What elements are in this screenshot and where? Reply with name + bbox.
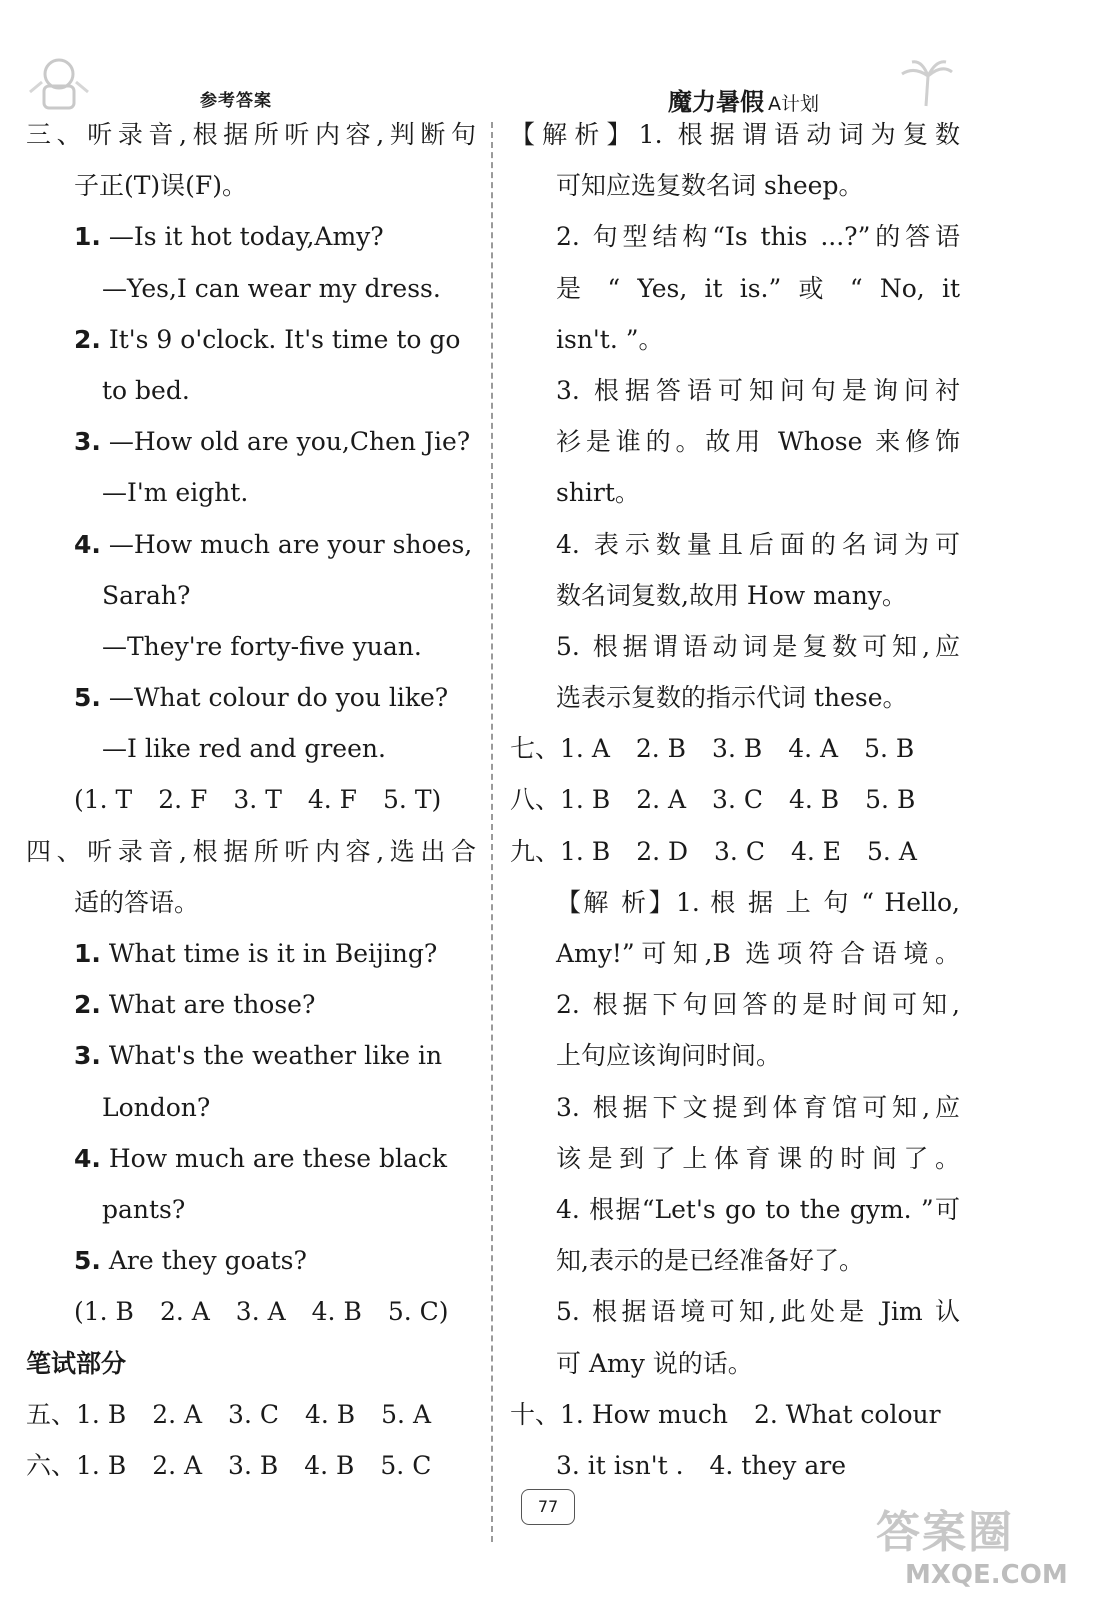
answer: 5. C) (387, 1297, 449, 1327)
answer: 2. F (158, 785, 208, 815)
section-10-answers-line2 (510, 1440, 960, 1491)
watermark-domain: MXQE.COM (905, 1560, 1068, 1590)
cartoon-mascot-icon (24, 52, 94, 114)
analysis-line: 3. 根据答语可知问句是询问衬 (556, 375, 960, 405)
item-number: 3. (74, 427, 101, 457)
list-item (26, 519, 476, 570)
answer: (1. T (74, 785, 133, 815)
answer: 3. T (233, 785, 282, 815)
item-text-continued: —I'm eight. (102, 478, 249, 508)
answer: 3. C (712, 785, 763, 815)
item-number: 2. (74, 990, 101, 1020)
item-text: It's 9 o'clock. It's time to go (108, 324, 461, 354)
list-item (26, 1235, 476, 1286)
analysis-line: 可 Amy 说的话。 (556, 1348, 753, 1378)
item-text: —What colour do you like? (108, 683, 449, 713)
item-text-continued: Sarah? (102, 580, 191, 610)
item-text: Are they goats? (108, 1246, 307, 1276)
answer: 4. A (788, 734, 839, 764)
item-text-continued: to bed. (102, 375, 190, 405)
palm-tree-icon (896, 58, 956, 108)
answer: 4. B (311, 1297, 362, 1327)
answer: 5. B (864, 734, 915, 764)
list-item (26, 928, 476, 979)
item-number: 1. (74, 939, 101, 968)
answer: 1. B (560, 836, 611, 866)
section-prefix: 九、 (510, 836, 561, 866)
analysis-line: 是 “ Yes, it is.” 或 “ No, it (556, 273, 960, 303)
answer: 1. B (76, 1450, 127, 1480)
answer: 4. they are (709, 1450, 846, 1480)
section-9-answers (510, 826, 960, 877)
item-text: How much are these black (108, 1143, 448, 1173)
section-3-answers (26, 774, 476, 825)
analysis-line: 4. 表示数量且后面的名词为可 (556, 529, 960, 559)
analysis-line: 4. 根据“Let's go to the gym. ”可 (556, 1194, 960, 1224)
analysis-line: 3. 根据下文提到体育馆可知,应 (556, 1092, 960, 1122)
answer: 2. A (159, 1297, 210, 1327)
left-column (26, 109, 476, 1491)
section-4-answers (26, 1286, 476, 1337)
section-3-title-line1: 三、听录音,根据所听内容,判断句 (26, 120, 476, 149)
item-text: What are those? (108, 990, 316, 1020)
section-4-title-line1: 四、听录音,根据所听内容,选出合 (26, 836, 476, 866)
item-number: 2. (74, 324, 101, 354)
answer: 2. A (152, 1450, 203, 1480)
section-prefix: 六、 (26, 1450, 77, 1480)
answer: 1. B (560, 785, 611, 815)
section-3-title-line2: 子正(T)误(F)。 (74, 171, 248, 201)
watermark-logo: 答案圈 (876, 1507, 1014, 1558)
answer: 3. it isn't . (556, 1450, 684, 1480)
item-text: —Is it hot today,Amy? (108, 222, 384, 252)
analysis-line: 【解析】1. 根据谓语动词为复数 (510, 120, 960, 149)
item-text-continued: pants? (102, 1194, 186, 1224)
answer: 1. B (76, 1399, 127, 1429)
answer: 4. B (788, 785, 840, 815)
section-prefix: 十、 (510, 1399, 561, 1429)
list-item (26, 979, 476, 1030)
answer: 3. C (714, 836, 765, 866)
item-text: What time is it in Beijing? (108, 939, 438, 968)
analysis-line: 2. 句型结构“Is this ...?”的答语 (556, 222, 960, 252)
item-number: 5. (74, 1246, 101, 1276)
answer: 5. T) (383, 785, 442, 815)
answer: 5. A (381, 1399, 432, 1429)
list-item (26, 1133, 476, 1184)
analysis-line: 5. 根据谓语动词是复数可知,应 (556, 631, 960, 661)
answer: 1. How much (560, 1399, 728, 1429)
item-number: 1. (74, 222, 101, 252)
analysis-line: 可知应选复数名词 sheep。 (556, 171, 864, 201)
answer: 3. B (712, 734, 763, 764)
analysis-line: 选表示复数的指示代词 these。 (556, 683, 908, 713)
analysis-line: 衫是谁的。故用 Whose 来修饰 (556, 427, 960, 457)
answer: 2. D (636, 836, 689, 866)
column-divider (491, 122, 493, 1542)
item-number: 4. (74, 529, 101, 559)
right-column (510, 109, 960, 1491)
written-part-title: 笔试部分 (26, 1348, 127, 1378)
section-6-answers (26, 1440, 476, 1491)
list-item (26, 211, 476, 262)
answer: 3. A (235, 1297, 286, 1327)
list-item (26, 314, 476, 365)
item-text: —How much are your shoes, (108, 529, 473, 559)
analysis-line: 知,表示的是已经准备好了。 (556, 1246, 864, 1276)
section-5-answers (26, 1389, 476, 1440)
analysis-line: 数名词复数,故用 How many。 (556, 580, 907, 610)
analysis-line: 2. 根据下句回答的是时间可知, (556, 990, 960, 1020)
list-item (26, 416, 476, 467)
book-series-tag: A计划 (768, 93, 819, 115)
answer: 5. B (865, 785, 916, 815)
analysis-line: 上句应该询问时间。 (556, 1041, 782, 1071)
analysis-line: Amy!”可知,B 选项符合语境。 (556, 939, 960, 968)
section-prefix: 八、 (510, 785, 561, 815)
item-text: —How old are you,Chen Jie? (108, 427, 471, 457)
answer: 5. A (867, 836, 917, 866)
answer: 4. E (790, 836, 842, 866)
header-left-title: 参考答案 (200, 91, 272, 111)
analysis-line: shirt。 (556, 478, 640, 508)
section-7-answers (510, 723, 960, 774)
answer: 4. F (307, 785, 358, 815)
answer: 2. B (635, 734, 687, 764)
answer: 4. B (304, 1399, 356, 1429)
section-8-answers (510, 774, 960, 825)
analysis-line: 【解 析】1. 根 据 上 句 “ Hello, (556, 887, 960, 917)
section-prefix: 五、 (26, 1399, 77, 1429)
list-item (26, 672, 476, 723)
analysis-line: isn't. ”。 (556, 324, 664, 354)
answer: 1. A (560, 734, 610, 764)
section-prefix: 七、 (510, 734, 561, 764)
answer: 2. What colour (753, 1399, 941, 1429)
answer: 2. A (152, 1399, 203, 1429)
section-4-title-line2: 适的答语。 (74, 887, 200, 917)
item-text-continued: London? (102, 1092, 211, 1122)
answer: (1. B (74, 1297, 134, 1327)
book-title: 魔力暑假 (668, 88, 764, 116)
item-number: 3. (74, 1041, 101, 1071)
list-item (26, 1030, 476, 1081)
answer: 3. B (228, 1450, 279, 1480)
item-text-continued: —Yes,I can wear my dress. (102, 273, 441, 303)
analysis-line: 5. 根据语境可知,此处是 Jim 认 (556, 1297, 960, 1327)
answer: 4. B (304, 1450, 355, 1480)
item-text: What's the weather like in (108, 1041, 443, 1071)
answer: 5. C (380, 1450, 432, 1480)
item-text-continued: —I like red and green. (102, 734, 386, 764)
item-text-continued: —They're forty-five yuan. (102, 631, 422, 661)
section-10-answers (510, 1389, 960, 1440)
analysis-line: 该是到了上体育课的时间了。 (556, 1143, 960, 1173)
item-number: 5. (74, 683, 101, 713)
answer: 3. C (228, 1399, 279, 1429)
item-number: 4. (74, 1143, 101, 1173)
answer: 2. A (636, 785, 687, 815)
page-number: 77 (521, 1489, 575, 1525)
